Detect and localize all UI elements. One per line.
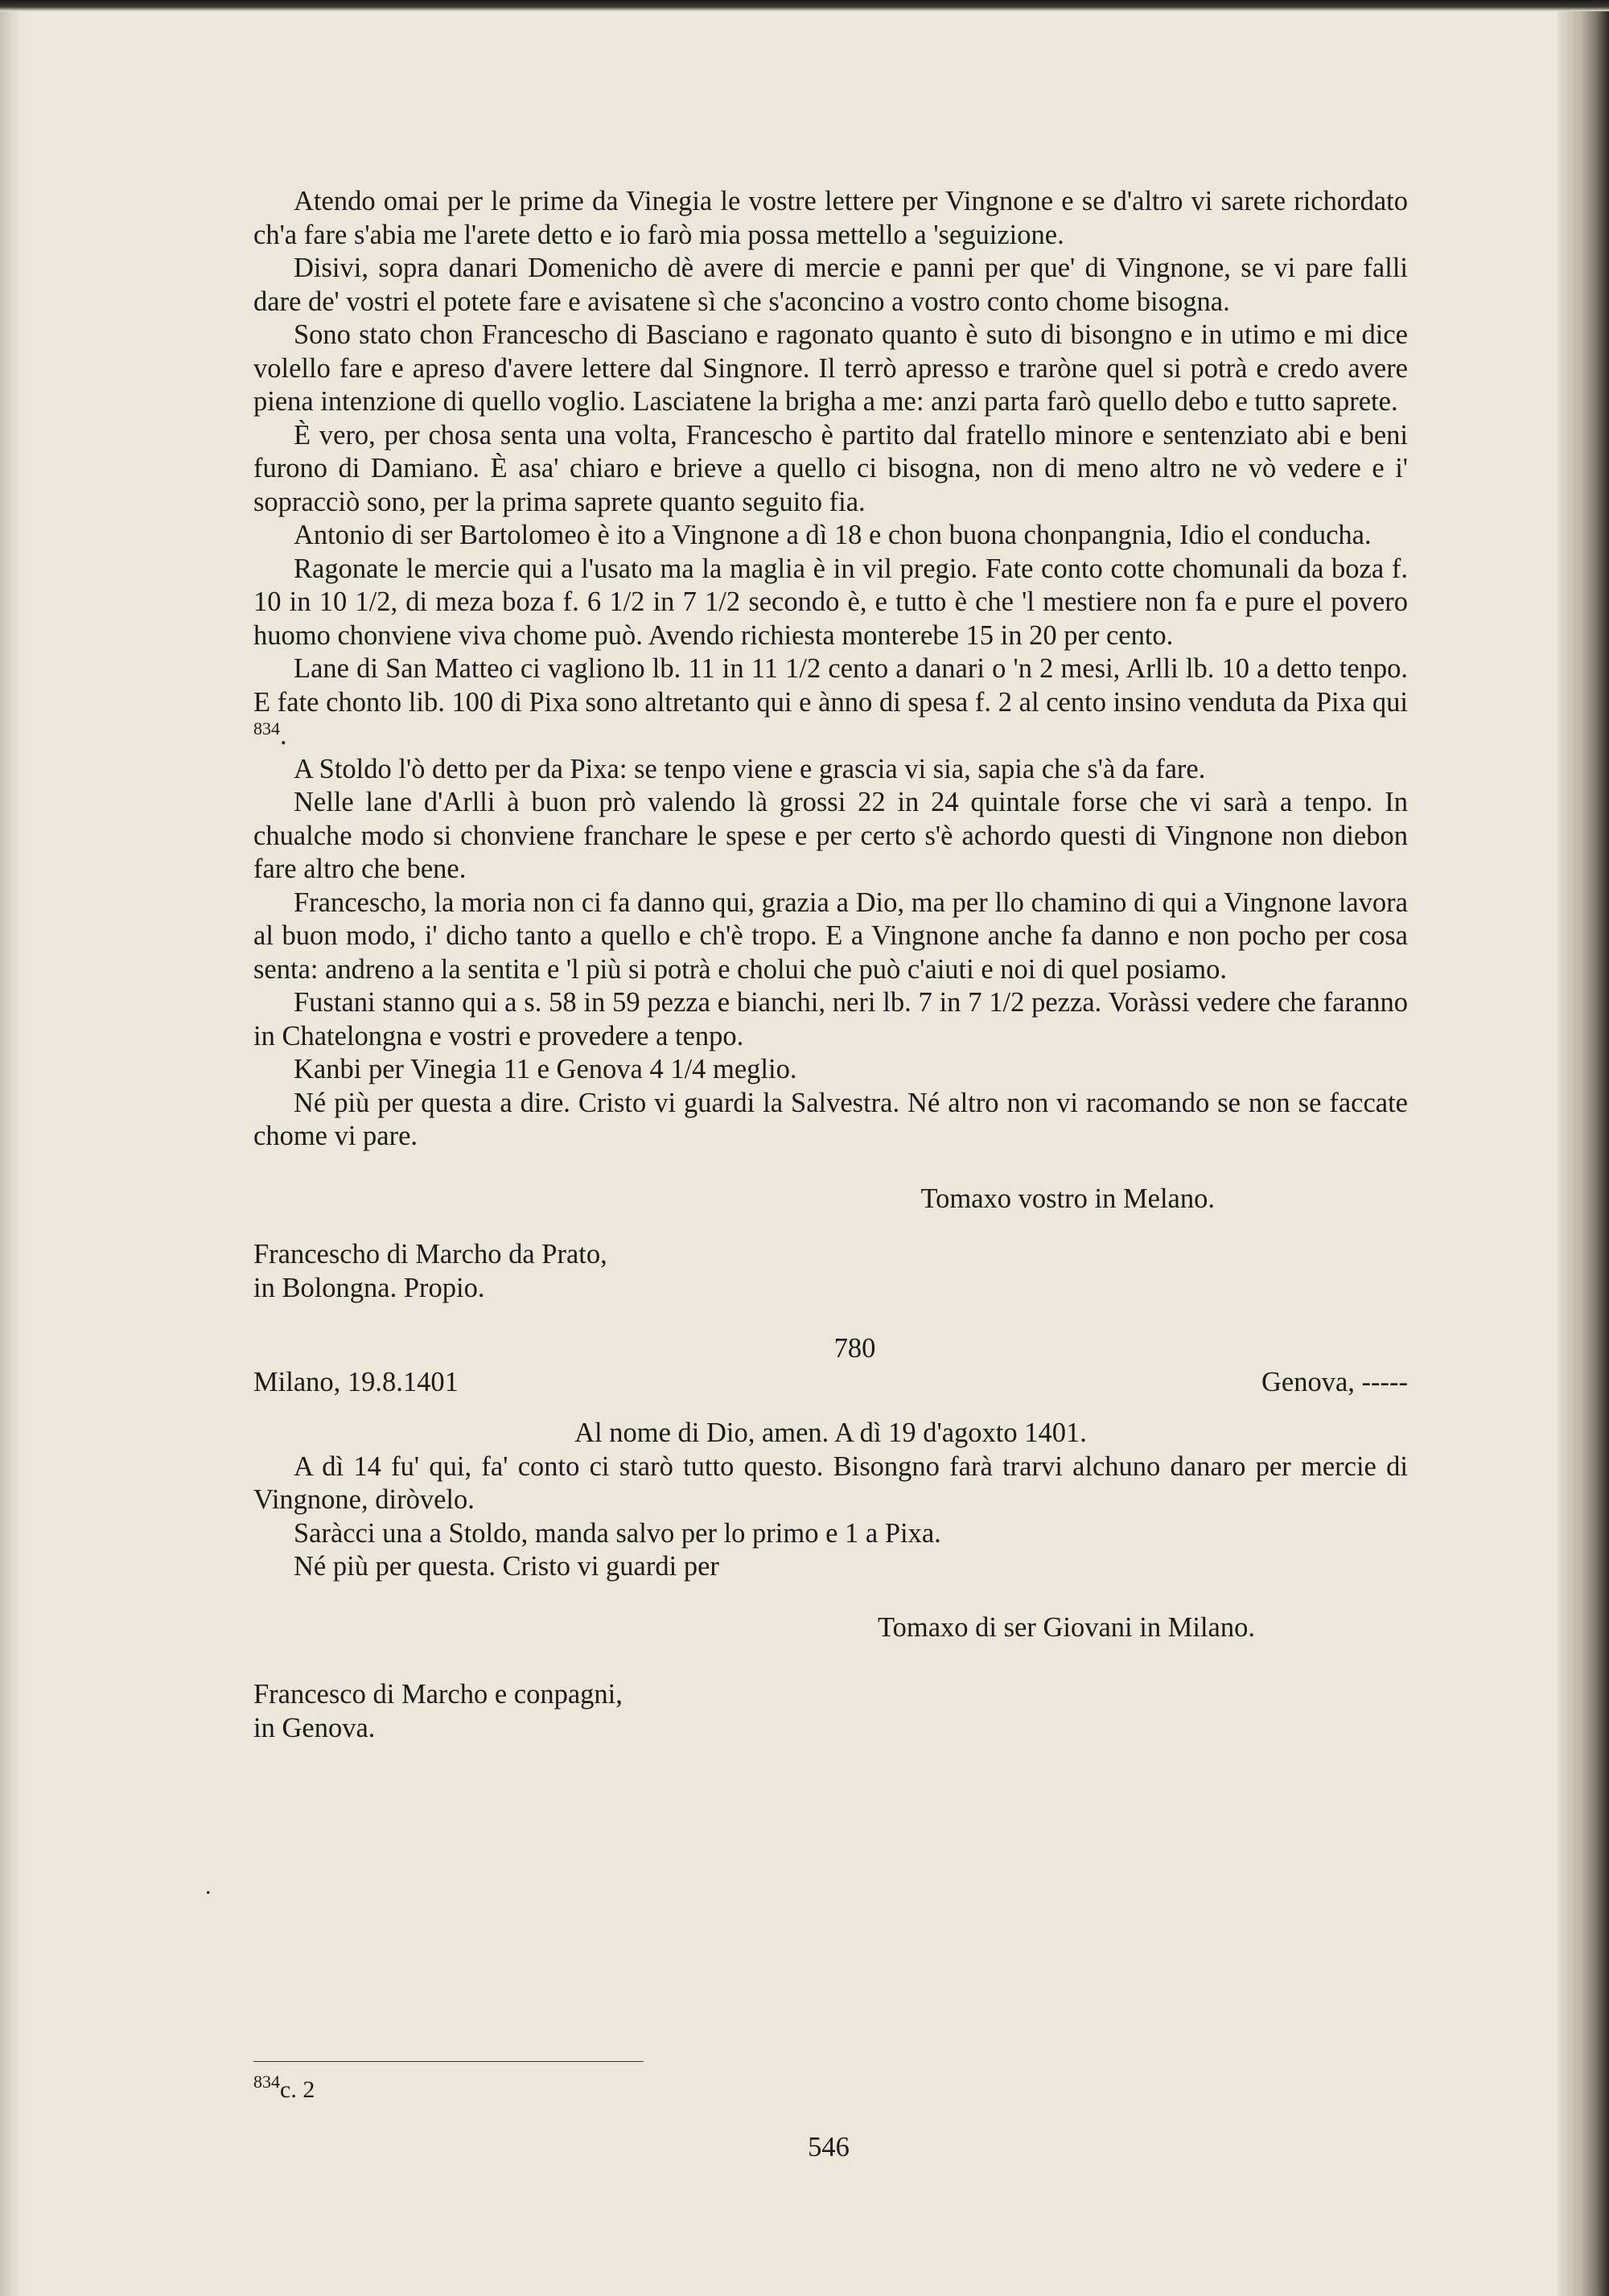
letter-779-paragraph: Antonio di ser Bartolomeo è ito a Vingnone a dì 18 e chon buona chonpangnia, Idio el conducha.: [294, 520, 1372, 550]
letter-779-paragraph: A Stoldo l'ò detto per da Pixa: se tenpo viene e grascia vi sia, sapia che s'à da fare.: [294, 753, 1206, 784]
letter-780-signature: Tomaxo di ser Giovani in Milano.: [877, 1611, 1255, 1643]
letter-779-paragraph: È vero, per chosa senta una volta, Francescho è partito dal fratello minore e sentenziato abi e beni furono di Damiano. È asa' chiaro e brieve a quello ci bisogna, non di meno altro ne vò vedere e i' sopracciò sono, per la prima saprete quanto seguito fia.: [253, 419, 1408, 517]
letter-779-paragraph: Disivi, sopra danari Domenicho dè avere di mercie e panni per que' di Vingnone, se vi pare falli dare de' vostri el potete fare e avisatene sì che s'aconcino a vostro conto chome bisogna.: [253, 253, 1408, 317]
address-line: in Bolongna. Propio.: [253, 1272, 485, 1303]
address-line: Francescho di Marcho da Prato,: [253, 1239, 607, 1269]
page-number: 546: [808, 2132, 850, 2162]
letter-779-paragraph: Kanbi per Vinegia 11 e Genova 4 1/4 meglio.: [294, 1054, 797, 1084]
book-gutter: [1558, 0, 1609, 2296]
letter-779-paragraph: Né più per questa a dire. Cristo vi guardi la Salvestra. Né altro non vi racomando se non se faccate chome vi pare.: [253, 1087, 1408, 1151]
letter-779-signature: Tomaxo vostro in Melano.: [920, 1183, 1215, 1214]
letter-779-paragraph: Nelle lane d'Arlli à buon prò valendo là grossi 22 in 24 quintale forse che vi sarà a tenpo. In chualche modo si chonviene franchare le spese e per certo s'è achordo questi di Vingnone non diebon fare altro che bene.: [253, 787, 1408, 884]
letter-779-paragraph: Sono stato chon Francescho di Basciano e ragonato quanto è suto di bisongno e in utimo e mi dice volello fare e apreso d'avere lettere dal Singnore. Il terrò apresso e traròne quel si potrà e credo avere piena intenzione di quello voglio. Lasciatene la brigha a me: anzi parta farò quello debo e tutto saprete.: [253, 319, 1408, 417]
letter-780-paragraph: Né più per questa. Cristo vi guardi per: [294, 1551, 719, 1582]
footnote-rule: [253, 2061, 644, 2062]
letter-780-paragraph: Saràcci una a Stoldo, manda salvo per lo primo e 1 a Pixa.: [294, 1517, 941, 1549]
main-text: [253, 185, 1408, 1745]
footnote: [253, 2074, 315, 2106]
letter-780-salutation: Al nome di Dio, amen. A dì 19 d'agoxto 1401.: [574, 1418, 1087, 1448]
address-line: in Genova.: [253, 1712, 376, 1743]
address-line: Francesco di Marcho e conpagni,: [253, 1679, 623, 1710]
letter-780-paragraph: A dì 14 fu' qui, fa' conto ci starò tutto questo. Bisongno farà trarvi alchuno danaro per mercie di Vingnone, diròvelo.: [253, 1450, 1408, 1515]
letter-780-address: [253, 1678, 1408, 1745]
letter-779-paragraph: Fustani stanno qui a s. 58 in 59 pezza e bianchi, neri lb. 7 in 7 1/2 pezza. Voràssi vedere che faranno in Chatelongna e vostri e provedere a tenpo.: [253, 987, 1408, 1051]
letter-number: 780: [833, 1333, 876, 1364]
place-date: Milano, 19.8.1401: [253, 1366, 459, 1397]
destination: Genova, -----: [1261, 1366, 1408, 1397]
letter-779-paragraph: Francescho, la moria non ci fa danno qui, grazia a Dio, ma per llo chamino di qui a Vingnone lavora al buon modo, i' dicho tanto a quello e ch'è tropo. E a Vingnone anche fa danno e non pocho per cosa senta: andreno a la sentita e 'l più si potrà e cholui che può c'aiuti e noi di quel posiamo.: [253, 887, 1408, 985]
page-edge-shadow: [0, 0, 21, 2296]
letter-779-paragraph: Ragonate le mercie qui a l'usato ma la maglia è in vil pregio. Fate conto cotte chomunali da boza f. 10 in 10 1/2, di meza boza f. 6 1/2 in 7 1/2 secondo è, e tutto è che 'l mestiere non fa e pure el povero huomo chonviene viva chome può. Avendo richiesta monterebe 15 in 20 per cento.: [253, 553, 1408, 651]
scan-top-edge: [0, 0, 1609, 11]
footnote-ref: 834: [253, 718, 280, 739]
letter-779-address: [253, 1238, 1408, 1305]
stray-mark: .: [205, 1873, 212, 1899]
footnote-number: 834: [253, 2072, 280, 2092]
letter-780-dateline: [253, 1366, 1408, 1400]
letter-779-paragraph-lane: Lane di San Matteo ci vagliono lb. 11 in 11 1/2 cento a danari o 'n 2 mesi, Arlli lb. 10 a detto tenpo. E fate chonto lib. 100 di Pixa sono altretanto qui e ànno di spesa f. 2 al cento insino venduta da Pixa qui $^{834}$.: [253, 653, 1408, 751]
footnote-text: c. 2: [280, 2076, 315, 2103]
lane-text: Lane di San Matteo ci vagliono lb. 11 in 11 1/2 cento a danari o 'n 2 mesi, Arlli lb. 10 a detto tenpo. E fate chonto lib. 100 di Pixa sono altretanto qui e ànno di spesa f. 2 al cento insino venduta da Pixa qui: [253, 653, 1408, 718]
letter-779-paragraph: Atendo omai per le prime da Vinegia le vostre lettere per Vingnone e se d'altro vi sarete richordato ch'a fare s'abia me l'arete detto e io farò mia possa mettello a 'seguizione.: [253, 186, 1408, 250]
